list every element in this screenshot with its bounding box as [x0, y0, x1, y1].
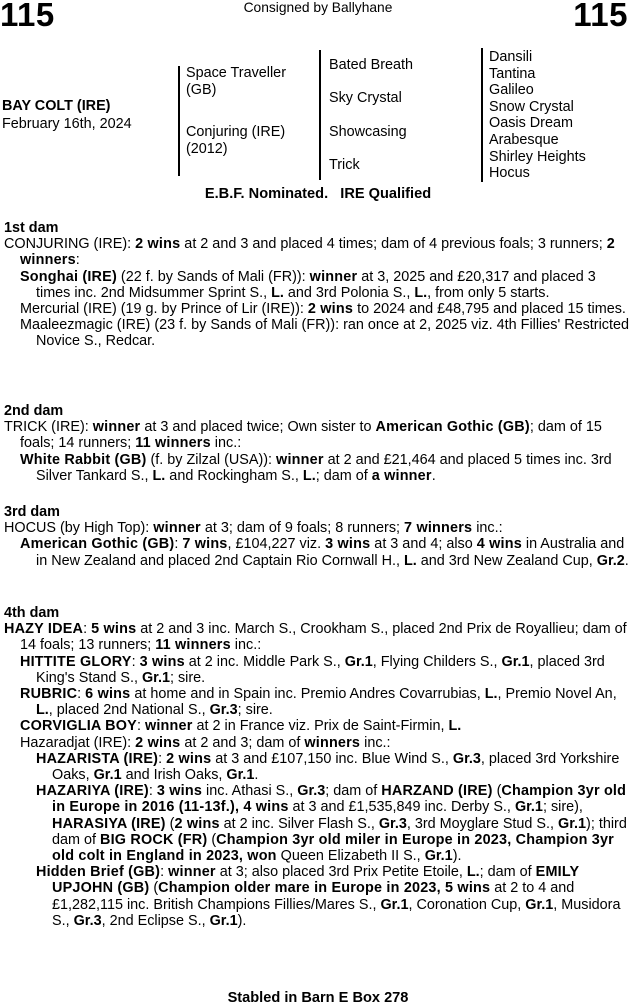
gen3-1: Dansili — [489, 49, 533, 65]
dam-sire: Showcasing — [329, 124, 407, 140]
third-dam-section — [4, 504, 630, 569]
first-dam-entry: CONJURING (IRE): 2 wins at 2 and 3 and placed 4 times; dam of 4 previous foals; 3 runners; 2 winners: — [4, 236, 615, 269]
nomination-line: E.B.F. Nominated. IRE Qualified — [204, 186, 432, 202]
gen3-4: Snow Crystal — [489, 99, 574, 115]
fourth-dam-foal-4: Hazaradjat (IRE): 2 wins at 2 and 3; dam of winners inc.: — [20, 734, 391, 751]
sire-sire: Bated Breath — [329, 57, 414, 73]
pedigree-bracket-2 — [319, 50, 321, 180]
gen3-7: Shirley Heights — [489, 149, 586, 165]
horse-description: BAY COLT (IRE) — [2, 98, 111, 114]
fourth-dam-foal-2: RUBRIC: 6 wins at home and in Spain inc. Premio Andres Covarrubias, L., Premio Novel An, L., placed 2nd National S., Gr.3; sire. — [20, 686, 617, 719]
fourth-dam-heading: 4th dam — [4, 605, 60, 621]
fourth-dam-entry: HAZY IDEA: 5 wins at 2 and 3 inc. March S., Crookham S., placed 2nd Prix de Royallieu; dam of 14 foals; 13 runners; 11 winners inc.: — [4, 621, 627, 654]
second-dam-foal-1: White Rabbit (GB) (f. by Zilzal (USA)): winner at 2 and £21,464 and placed 5 times inc. 3rd Silver Tankard S., L. and Rockingham S., L.; dam of a winner. — [20, 451, 612, 484]
sire-name: Space Traveller (GB) — [186, 65, 286, 98]
pedigree-bracket-3 — [481, 48, 483, 182]
consignor-line: Consigned by Ballyhane — [243, 0, 393, 15]
lot-number-left: 115 — [0, 0, 55, 33]
fourth-dam-section — [4, 605, 630, 929]
fourth-dam-foal-3: CORVIGLIA BOY: winner at 2 in France viz. Prix de Saint-Firmin, L. — [20, 718, 462, 735]
pedigree-bracket-1 — [178, 66, 180, 176]
third-dam-foal-1: American Gothic (GB): 7 wins, £104,227 viz. 3 wins at 3 and 4; also 4 wins in Australia and in New Zealand and placed 2nd Captain Rio Cornwall H., L. and 3rd New Zealand Cup, Gr.2. — [20, 536, 629, 569]
third-dam-entry: HOCUS (by High Top): winner at 3; dam of 9 foals; 8 runners; 7 winners inc.: — [4, 520, 503, 537]
second-dam-entry: TRICK (IRE): winner at 3 and placed twice; Own sister to American Gothic (GB); dam of 15 foals; 14 runners; 11 winners inc.: — [4, 419, 602, 452]
third-dam-heading: 3rd dam — [4, 504, 60, 520]
hazaradjat-foal-3: Hidden Brief (GB): winner at 3; also placed 3rd Prix Petite Etoile, L.; dam of EMILY UPJOHN (GB) (Champion older mare in Europe in 2023, 5 wins at 2 to 4 and £1,282,115 inc. British Champions Fillies/Mares S., Gr.1, Coronation Cup, Gr.1, Musidora S., Gr.3, 2nd Eclipse S., Gr.1). — [36, 864, 621, 929]
sire-dam: Sky Crystal — [329, 90, 402, 106]
lot-number-right: 115 — [573, 0, 628, 33]
foaling-date: February 16th, 2024 — [2, 116, 132, 132]
stabling-footer: Stabled in Barn E Box 278 — [227, 990, 409, 1006]
hazaradjat-foal-1: HAZARISTA (IRE): 2 wins at 3 and £107,150 inc. Blue Wind S., Gr.3, placed 3rd Yorkshire Oaks, Gr.1 and Irish Oaks, Gr.1. — [36, 750, 620, 784]
gen3-3: Galileo — [489, 82, 534, 98]
first-dam-section — [4, 220, 630, 350]
second-dam-heading: 2nd dam — [4, 403, 64, 419]
gen3-2: Tantina — [489, 66, 536, 82]
hazaradjat-foal-2: HAZARIYA (IRE): 3 wins inc. Athasi S., Gr.3; dam of HARZAND (IRE) (Champion 3yr old in Europe in 2016 (11-13f.), 4 wins at 3 and £1,535,849 inc. Derby S., Gr.1; sire), HARASIYA (IRE) (2 wins at 2 inc. Silver Flash S., Gr.3, 3rd Moyglare Stud S., Gr.1); third dam of BIG ROCK (FR) (Champion 3yr old miler in Europe in 2023, Champion 3yr old colt in England in 2023, won Queen Elizabeth II S., Gr.1). — [36, 783, 627, 865]
dam-dam: Trick — [329, 157, 360, 173]
fourth-dam-foal-1: HITTITE GLORY: 3 wins at 2 inc. Middle Park S., Gr.1, Flying Childers S., Gr.1, placed 3rd King's Stand S., Gr.1; sire. — [20, 653, 605, 686]
gen3-5: Oasis Dream — [489, 115, 573, 131]
first-dam-foal-3: Maaleezmagic (IRE) (23 f. by Sands of Mali (FR)): ran once at 2, 2025 viz. 4th Fillies' Restricted Novice S., Redcar. — [20, 317, 629, 350]
first-dam-heading: 1st dam — [4, 220, 59, 236]
dam-name: Conjuring (IRE) (2012) — [186, 124, 286, 157]
first-dam-foal-2: Mercurial (IRE) (19 g. by Prince of Lir (IRE)): 2 wins to 2024 and £48,795 and placed 15 times. — [20, 301, 626, 318]
first-dam-foal-1: Songhai (IRE) (22 f. by Sands of Mali (FR)): winner at 3, 2025 and £20,317 and placed 3 times inc. 2nd Midsummer Sprint S., L. and 3rd Polonia S., L., from only 5 starts. — [20, 268, 596, 301]
gen3-6: Arabesque — [489, 132, 559, 148]
gen3-8: Hocus — [489, 165, 530, 181]
second-dam-section — [4, 403, 630, 484]
